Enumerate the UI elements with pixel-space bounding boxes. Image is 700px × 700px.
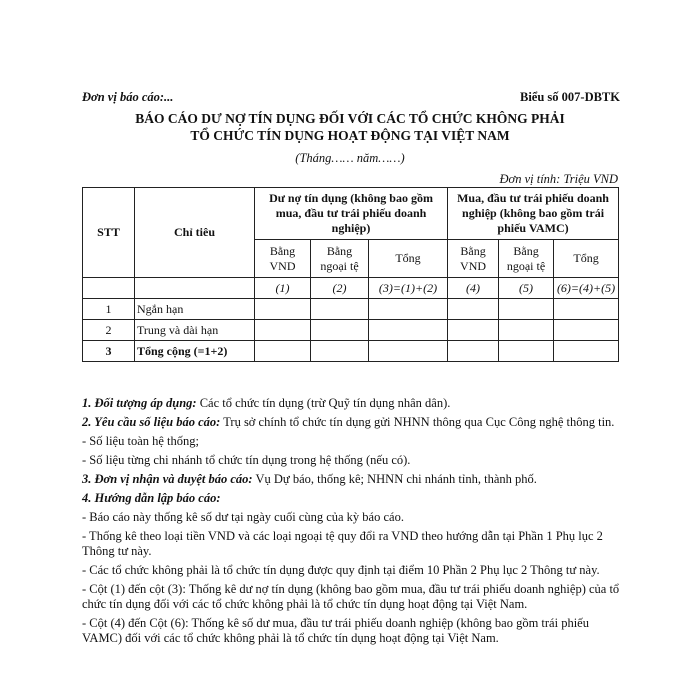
note-2-item-a: - Số liệu toàn hệ thống; (82, 434, 199, 448)
row-label: Tổng cộng (=1+2) (135, 341, 255, 362)
title-line-2: TỔ CHỨC TÍN DỤNG HOẠT ĐỘNG TẠI VIỆT NAM (190, 128, 510, 143)
header-chi-tieu: Chỉ tiêu (135, 188, 255, 278)
table-cell (499, 320, 554, 341)
row-label: Ngắn hạn (135, 299, 255, 320)
row-stt: 3 (83, 341, 135, 362)
form-code: Biểu số 007-DBTK (519, 90, 620, 104)
report-table (82, 187, 619, 362)
col-number: (6)=(4)+(5) (554, 278, 619, 299)
col-number: (5) (499, 278, 554, 299)
table-cell (554, 299, 619, 320)
table-row (83, 320, 619, 341)
note-2-item-b: - Số liệu từng chi nhánh tổ chức tín dụng trong hệ thống (nếu có). (82, 453, 411, 467)
note-4-item-e: - Cột (4) đến Cột (6): Thống kê số dư mua, đầu tư trái phiếu doanh nghiệp (không bao gồm trái phiếu VAMC) đối với các tổ chức không phải là tổ chức tín dụng hoạt động tại Việt Nam. (82, 616, 589, 645)
col-number: (4) (448, 278, 499, 299)
reporting-unit: Đơn vị báo cáo:... (82, 90, 174, 104)
header-sub-fx-1: Bằng ngoại tệ (311, 240, 369, 278)
row-stt: 2 (83, 320, 135, 341)
table-cell (311, 320, 369, 341)
col-number: (3)=(1)+(2) (369, 278, 448, 299)
column-number-row (83, 278, 619, 299)
table-cell (448, 341, 499, 362)
report-title (0, 110, 700, 144)
header-stt: STT (83, 188, 135, 278)
note-3-text: Vụ Dự báo, thống kê; NHNN chi nhánh tỉnh, thành phố. (252, 472, 537, 486)
header-sub-total-1: Tổng (369, 240, 448, 278)
note-2 (82, 415, 620, 430)
note-1-text: Các tổ chức tín dụng (trừ Quỹ tín dụng nhân dân). (196, 396, 451, 410)
table-cell (255, 320, 311, 341)
note-4-label: 4. Hướng dẫn lập báo cáo: (82, 491, 221, 505)
note-3 (82, 472, 620, 487)
note-4-item-a: - Báo cáo này thống kê số dư tại ngày cuối cùng của kỳ báo cáo. (82, 510, 404, 524)
note-4-item-c: - Các tổ chức không phải là tổ chức tín dụng được quy định tại điểm 10 Phần 2 Phụ lục 2 Thông tư này. (82, 563, 600, 577)
table-cell (255, 341, 311, 362)
row-stt: 1 (83, 299, 135, 320)
currency-unit: Đơn vị tính: Triệu VND (499, 172, 618, 186)
note-4-item-b: - Thống kê theo loại tiền VND và các loại ngoại tệ quy đổi ra VND theo hướng dẫn tại Phần 1 Phụ lục 2 Thông tư này. (82, 529, 603, 558)
table-cell (499, 341, 554, 362)
note-2-label: 2. Yêu cầu số liệu báo cáo: (82, 415, 221, 429)
table-row-total (83, 341, 619, 362)
notes-section (82, 396, 620, 650)
table-cell (499, 299, 554, 320)
note-1 (82, 396, 620, 411)
note-4-item-d: - Cột (1) đến cột (3): Thống kê dư nợ tín dụng (không bao gồm mua, đầu tư trái phiếu doanh nghiệp) của tổ chức tín dụng đối với các tổ chức không phải là tổ chức tín dụng hoạt động tại Việt Nam. (82, 582, 620, 611)
table-cell (448, 299, 499, 320)
table-cell (311, 299, 369, 320)
col-number: (1) (255, 278, 311, 299)
report-period: (Tháng…… năm……) (295, 151, 405, 165)
table-cell (369, 341, 448, 362)
note-1-label: 1. Đối tượng áp dụng: (82, 396, 197, 410)
table-cell (369, 320, 448, 341)
table-cell (311, 341, 369, 362)
title-line-1: BÁO CÁO DƯ NỢ TÍN DỤNG ĐỐI VỚI CÁC TỔ CHỨC KHÔNG PHẢI (135, 111, 565, 126)
table-row (83, 299, 619, 320)
document-header (82, 90, 620, 106)
table-cell (369, 299, 448, 320)
table-cell (554, 320, 619, 341)
note-3-label: 3. Đơn vị nhận và duyệt báo cáo: (82, 472, 253, 486)
header-sub-vnd-2: Bằng VND (448, 240, 499, 278)
header-sub-vnd-1: Bằng VND (255, 240, 311, 278)
header-group-bonds: Mua, đầu tư trái phiếu doanh nghiệp (không bao gồm trái phiếu VAMC) (448, 188, 619, 240)
header-sub-fx-2: Bằng ngoại tệ (499, 240, 554, 278)
col-number: (2) (311, 278, 369, 299)
note-2-text: Trụ sở chính tổ chức tín dụng gửi NHNN thông qua Cục Công nghệ thông tin. (220, 415, 615, 429)
row-label: Trung và dài hạn (135, 320, 255, 341)
header-sub-total-2: Tổng (554, 240, 619, 278)
table-cell (255, 299, 311, 320)
note-4 (82, 491, 620, 506)
table-cell (554, 341, 619, 362)
table-cell (448, 320, 499, 341)
header-group-credit: Dư nợ tín dụng (không bao gồm mua, đầu tư trái phiếu doanh nghiệp) (255, 188, 448, 240)
